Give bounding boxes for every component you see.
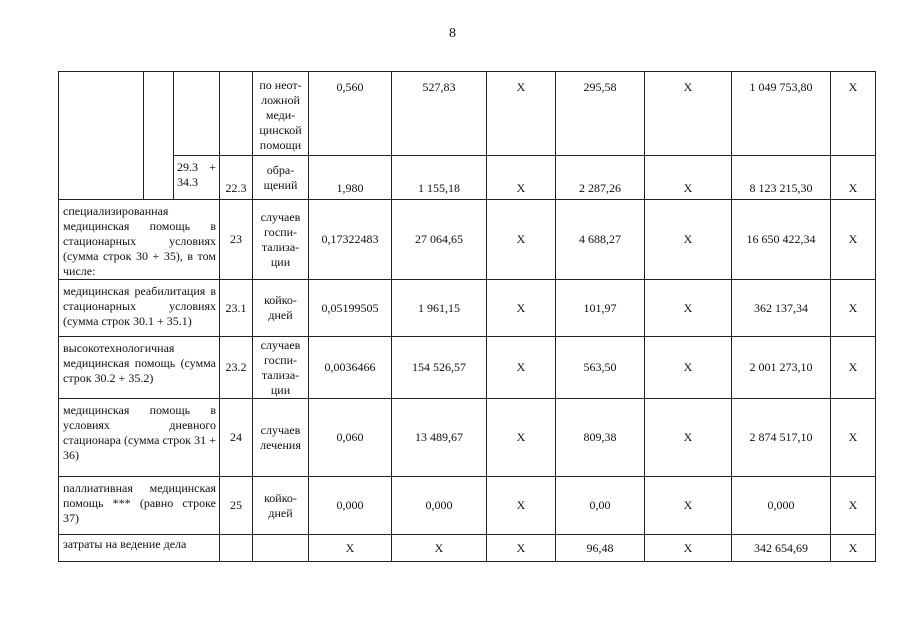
value-cell: Х bbox=[487, 337, 556, 399]
value-cell: 101,97 bbox=[556, 280, 645, 337]
table-row bbox=[59, 399, 876, 477]
value-cell: 16 650 422,34 bbox=[732, 200, 831, 280]
value-cell: Х bbox=[487, 156, 556, 200]
value-cell: 1 961,15 bbox=[392, 280, 487, 337]
value-cell: 96,48 bbox=[556, 535, 645, 562]
value-cell: Х bbox=[487, 477, 556, 535]
value-cell: Х bbox=[487, 399, 556, 477]
value-cell: Х bbox=[309, 535, 392, 562]
empty-cell bbox=[59, 72, 144, 200]
value-cell: 2 874 517,10 bbox=[732, 399, 831, 477]
unit-cell: случаев госпи-тализа-ции bbox=[253, 337, 309, 399]
value-cell: 1 155,18 bbox=[392, 156, 487, 200]
row-description: высокотехнологичная медицинская помощь (сумма строк 30.2 + 35.2) bbox=[59, 337, 220, 399]
row-code: 24 bbox=[220, 399, 253, 477]
value-cell: Х bbox=[487, 200, 556, 280]
value-cell: 342 654,69 bbox=[732, 535, 831, 562]
value-cell: 4 688,27 bbox=[556, 200, 645, 280]
value-cell: 0,000 bbox=[309, 477, 392, 535]
table-row bbox=[59, 72, 876, 156]
table-row bbox=[59, 200, 876, 280]
value-cell: Х bbox=[831, 337, 876, 399]
value-cell: Х bbox=[645, 535, 732, 562]
value-cell: 563,50 bbox=[556, 337, 645, 399]
value-cell: 527,83 bbox=[392, 72, 487, 156]
value-cell: 1,980 bbox=[309, 156, 392, 200]
value-cell: Х bbox=[645, 280, 732, 337]
table-row bbox=[59, 156, 876, 200]
value-cell: Х bbox=[831, 399, 876, 477]
table-row bbox=[59, 477, 876, 535]
value-cell: 27 064,65 bbox=[392, 200, 487, 280]
unit-cell bbox=[253, 535, 309, 562]
unit-cell: койко-дней bbox=[253, 280, 309, 337]
row-description: специализированная медицинская помощь в стационарных условиях (сумма строк 30 + 35), в том числе: bbox=[59, 200, 220, 280]
value-cell: Х bbox=[831, 156, 876, 200]
value-cell: 1 049 753,80 bbox=[732, 72, 831, 156]
value-cell: 809,38 bbox=[556, 399, 645, 477]
value-cell: Х bbox=[645, 337, 732, 399]
unit-cell: случаев госпи-тализа-ции bbox=[253, 200, 309, 280]
row-description: затраты на ведение дела bbox=[59, 535, 220, 562]
row-description: паллиативная медицинская помощь *** (равно строке 37) bbox=[59, 477, 220, 535]
value-cell: Х bbox=[645, 399, 732, 477]
row-code: 23.1 bbox=[220, 280, 253, 337]
value-cell: 0,17322483 bbox=[309, 200, 392, 280]
unit-cell: случаев лечения bbox=[253, 399, 309, 477]
sub-code-cell: 29.3 + 34.3 bbox=[174, 156, 220, 200]
value-cell: Х bbox=[645, 72, 732, 156]
value-cell: Х bbox=[831, 535, 876, 562]
value-cell: Х bbox=[831, 280, 876, 337]
value-cell: Х bbox=[645, 477, 732, 535]
value-cell: 0,05199505 bbox=[309, 280, 392, 337]
table-row bbox=[59, 535, 876, 562]
value-cell: 0,00 bbox=[556, 477, 645, 535]
table-row bbox=[59, 280, 876, 337]
value-cell: 0,0036466 bbox=[309, 337, 392, 399]
row-description: медицинская реабилитация в стационарных условиях (сумма строк 30.1 + 35.1) bbox=[59, 280, 220, 337]
row-code: 23 bbox=[220, 200, 253, 280]
page-number: 8 bbox=[449, 26, 456, 41]
value-cell: Х bbox=[645, 200, 732, 280]
row-code: 22.3 bbox=[220, 156, 253, 200]
value-cell: Х bbox=[645, 156, 732, 200]
value-cell: 154 526,57 bbox=[392, 337, 487, 399]
row-code bbox=[220, 72, 253, 156]
unit-cell: по неот-ложной меди-цинской помощи bbox=[253, 72, 309, 156]
value-cell: 2 001 273,10 bbox=[732, 337, 831, 399]
cost-table bbox=[58, 71, 876, 562]
value-cell: 2 287,26 bbox=[556, 156, 645, 200]
value-cell: 0,000 bbox=[392, 477, 487, 535]
row-description: медицинская помощь в условиях дневного стационара (сумма строк 31 + 36) bbox=[59, 399, 220, 477]
value-cell: 13 489,67 bbox=[392, 399, 487, 477]
value-cell: Х bbox=[392, 535, 487, 562]
value-cell: 0,560 bbox=[309, 72, 392, 156]
row-code: 25 bbox=[220, 477, 253, 535]
unit-cell: койко-дней bbox=[253, 477, 309, 535]
value-cell: 362 137,34 bbox=[732, 280, 831, 337]
value-cell: 295,58 bbox=[556, 72, 645, 156]
value-cell: Х bbox=[487, 280, 556, 337]
value-cell: Х bbox=[487, 535, 556, 562]
row-code bbox=[220, 535, 253, 562]
empty-cell bbox=[144, 72, 174, 200]
value-cell: Х bbox=[831, 72, 876, 156]
value-cell: 0,000 bbox=[732, 477, 831, 535]
value-cell: Х bbox=[487, 72, 556, 156]
row-code: 23.2 bbox=[220, 337, 253, 399]
value-cell: 8 123 215,30 bbox=[732, 156, 831, 200]
unit-cell: обра-щений bbox=[253, 156, 309, 200]
value-cell: Х bbox=[831, 200, 876, 280]
empty-cell bbox=[174, 72, 220, 156]
value-cell: Х bbox=[831, 477, 876, 535]
table-row bbox=[59, 337, 876, 399]
value-cell: 0,060 bbox=[309, 399, 392, 477]
